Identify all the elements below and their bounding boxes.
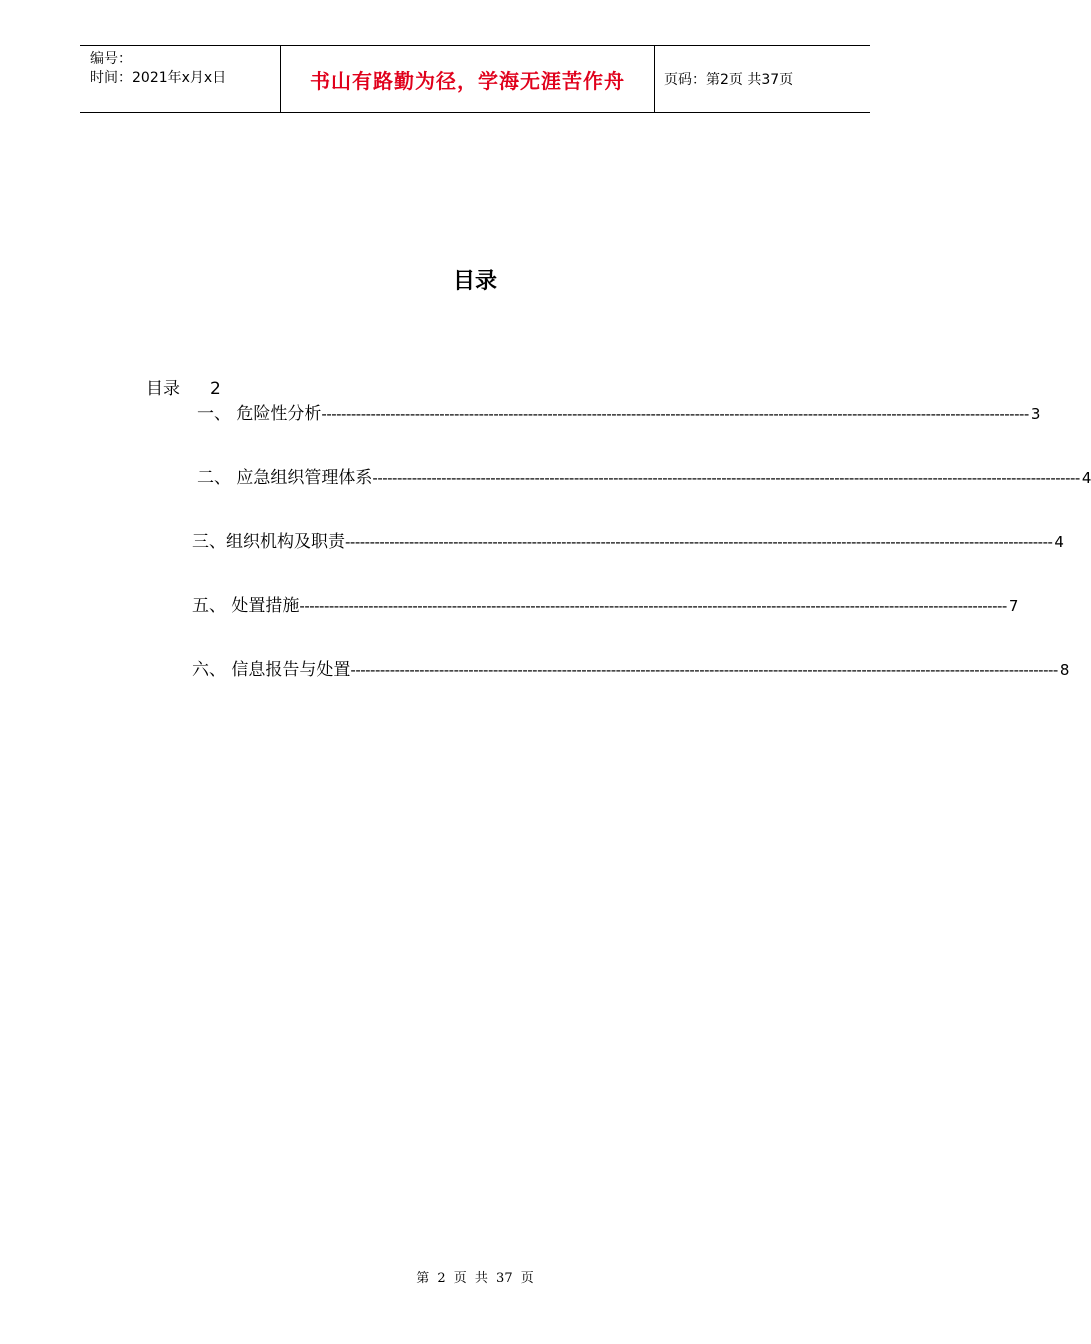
toc-leader: ------------------------------------------------------------------------------------------------------------------------------------------------ [345,533,1053,551]
toc-leader: ------------------------------------------------------------------------------------------------------------------------------------------------ [299,597,1007,615]
toc-heading[interactable] [146,374,221,399]
toc-entry-page: 4 [1081,469,1091,487]
toc-entry[interactable] [192,655,1070,680]
page-footer: 第 2 页 共 37 页 [416,1271,534,1286]
toc-heading-label: 目录 [146,379,180,399]
time-label: 时间：2021年x月x日 [90,70,227,86]
toc-entry[interactable] [192,527,1064,552]
toc-entry-label: 三、组织机构及职责 [192,532,345,552]
serial-number-label: 编号： [90,51,132,67]
toc-entry-page: 4 [1054,533,1064,551]
toc-entry[interactable] [197,463,1091,488]
toc-entry-label: 二、 应急组织管理体系 [197,468,373,488]
toc-entry-label: 六、 信息报告与处置 [192,660,351,680]
toc-leader: ------------------------------------------------------------------------------------------------------------------------------------------------ [372,469,1080,487]
header-meta [80,46,281,112]
toc-leader: ------------------------------------------------------------------------------------------------------------------------------------------------ [350,661,1058,679]
toc-entry-page: 7 [1008,597,1019,615]
toc-leader: ------------------------------------------------------------------------------------------------------------------------------------------------ [321,405,1029,423]
header-motto: 书山有路勤为径，学海无涯苦作舟 [310,68,625,93]
page-header [80,45,870,113]
page-title: 目录 [452,269,497,294]
toc-entry-page: 8 [1059,661,1070,679]
toc-entry-page: 3 [1030,405,1041,423]
toc-heading-page: 2 [210,379,221,399]
header-motto-cell [281,46,655,112]
toc-entry-label: 五、 处置措施 [192,596,300,616]
toc-entry[interactable] [192,591,1019,616]
toc-entry-label: 一、 危险性分析 [197,404,322,424]
toc-entry[interactable] [197,399,1041,424]
header-page-info: 页码：第2页 共37页 [664,72,794,88]
